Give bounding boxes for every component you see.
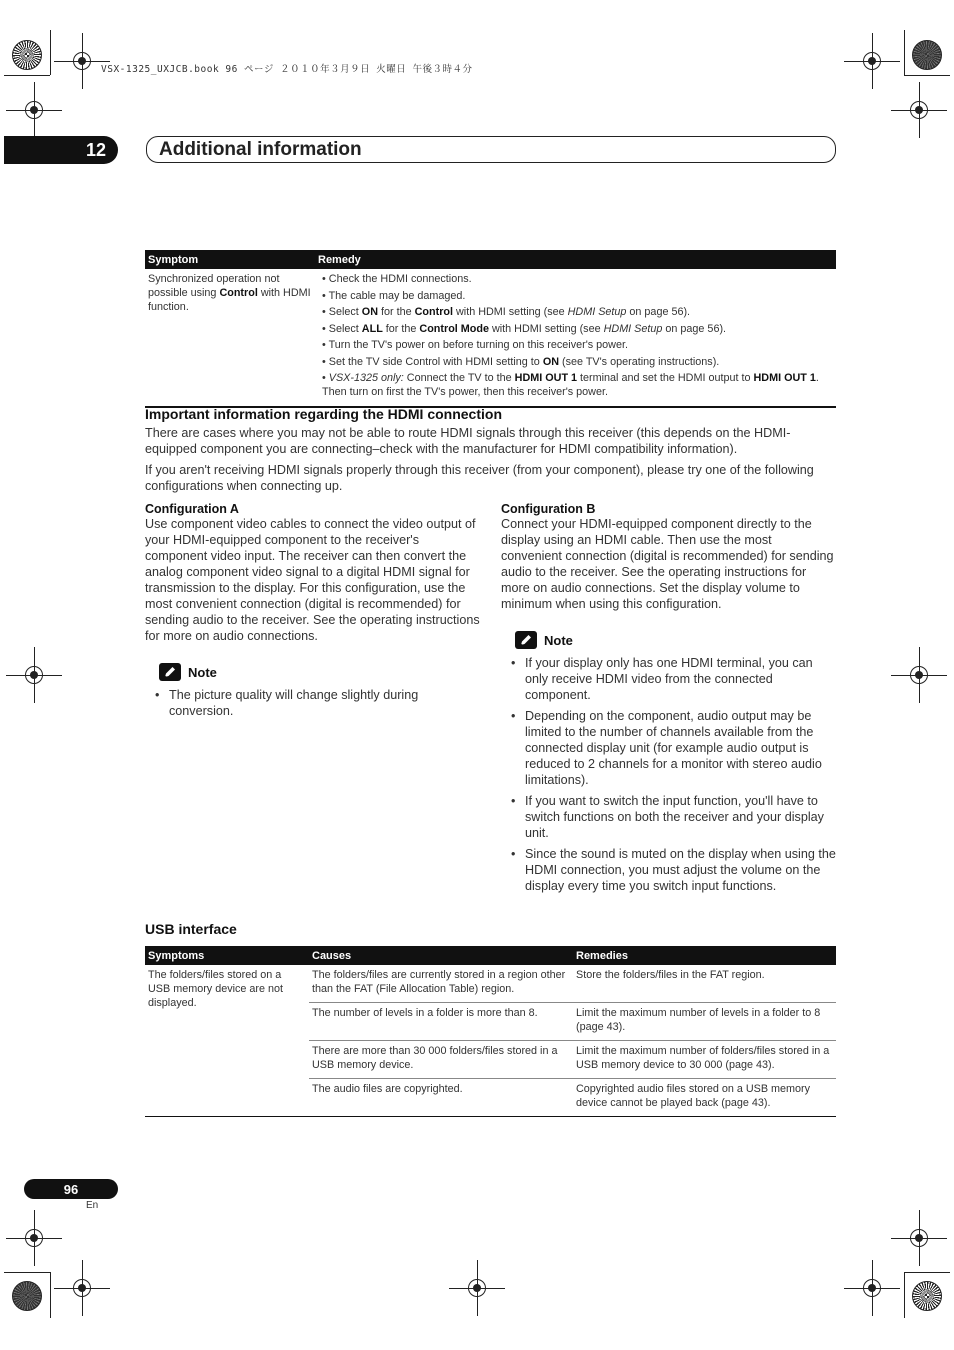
remedy-cell: Limit the maximum number of folders/files stored in a USB memory device to 30 000 (page 43). — [573, 1041, 836, 1079]
note-label: Note — [544, 632, 573, 648]
crop-mark — [904, 30, 905, 75]
configuration-a-text: Use component video cables to connect the video output of your HDMI-equipped component to the receiver's component video input. The receiver can then convert the analog component video signal to a digital HDMI signal for transmission to the display. For this configuration, use the most convenient connection (digital is recommended) for sending audio to the receiver. See the operating instructions for more on audio connections. — [145, 517, 480, 643]
chapter-title: Additional information — [146, 136, 836, 163]
remedy-item: • Select ON for the Control with HDMI setting (see HDMI Setup on page 56). — [322, 306, 691, 318]
cause-cell: The folders/files are currently stored in a region other than the FAT (File Allocation Table) region. — [309, 965, 573, 1003]
table-row — [145, 965, 836, 1003]
remedy-item: • Turn the TV's power on before turning on this receiver's power. — [322, 339, 628, 351]
list-item: • Depending on the component, audio output may be limited to the number of channels available from the connected display unit (for example audio output is reduced to 2 channels for a monitor with stereo audio limitations). — [511, 708, 836, 788]
pencil-note-icon — [159, 663, 181, 681]
important-intro — [145, 425, 836, 494]
cause-cell: The audio files are copyrighted. — [312, 1083, 463, 1095]
table-row — [145, 269, 836, 407]
registration-crosshair-icon — [910, 666, 928, 684]
crop-mark — [50, 1272, 51, 1318]
registration-crosshair-icon — [863, 1279, 881, 1297]
cause-cell: The number of levels in a folder is more than 8. — [309, 1003, 573, 1041]
registration-crosshair-icon — [25, 666, 43, 684]
remedy-cell — [315, 269, 836, 407]
registration-crosshair-icon — [73, 52, 91, 70]
note-list — [511, 655, 836, 894]
hdmi-troubleshooting-table — [145, 250, 836, 408]
remedy-item: • The cable may be damaged. — [322, 289, 466, 302]
language-code: En — [86, 1200, 99, 1211]
table-header-row — [145, 946, 836, 965]
column-header-symptoms: Symptoms — [145, 946, 309, 965]
note-box — [159, 663, 480, 719]
crop-mark — [4, 75, 50, 76]
remedy-item: • Select ALL for the Control Mode with HDMI setting (see HDMI Setup on page 56). — [322, 322, 727, 335]
configuration-b-heading: Configuration B — [501, 502, 596, 516]
column-header-remedies: Remedies — [573, 946, 836, 965]
registration-crosshair-icon — [910, 1229, 928, 1247]
remedy-cell: Limit the maximum number of levels in a folder to 8 (page 43). — [573, 1003, 836, 1041]
crop-mark — [4, 1272, 50, 1273]
list-item: • The picture quality will change slightly during conversion. — [155, 687, 480, 719]
symptom-cell: Synchronized operation not possible using Control with HDMI function. — [148, 273, 311, 313]
paragraph: If you aren't receiving HDMI signals properly through this receiver (from your component), please try one of the following configurations when connecting up. — [145, 463, 814, 493]
registration-crosshair-icon — [73, 1279, 91, 1297]
note-list — [155, 687, 480, 719]
list-item: • Since the sound is muted on the display when using the HDMI connection, you must adjust the volume on the display every time you switch input functions. — [511, 846, 836, 894]
registration-crosshair-icon — [25, 101, 43, 119]
column-header-causes: Causes — [309, 946, 573, 965]
crop-mark — [904, 75, 950, 76]
chapter-number-tab: 12 — [4, 136, 118, 164]
remedy-item: • Check the HDMI connections. — [322, 273, 472, 285]
table-header-row — [145, 250, 836, 269]
configuration-a-heading: Configuration A — [145, 502, 239, 516]
crop-mark — [904, 1272, 905, 1318]
registration-starburst-icon — [12, 1281, 42, 1311]
symptom-cell: The folders/files stored on a USB memory device are not displayed. — [148, 969, 284, 1009]
registration-crosshair-icon — [25, 1229, 43, 1247]
note-label: Note — [188, 664, 217, 680]
note-box — [515, 631, 836, 894]
cause-cell: There are more than 30 000 folders/files stored in a USB memory device. — [309, 1041, 573, 1079]
configuration-b-section — [501, 502, 836, 899]
usb-troubleshooting-table — [145, 946, 836, 1117]
configuration-a-section — [145, 502, 480, 724]
registration-starburst-icon — [912, 40, 942, 70]
remedy-item: • Set the TV side Control with HDMI setting to ON (see TV's operating instructions). — [322, 355, 720, 368]
column-header-symptom: Symptom — [145, 250, 315, 269]
remedy-item: • VSX-1325 only: Connect the TV to the HDMI OUT 1 terminal and set the HDMI output to HDMI OUT 1. Then turn on first the TV's power, then this receiver's power. — [322, 372, 819, 398]
configuration-b-text: Connect your HDMI-equipped component directly to the display using an HDMI cable. Then use the most convenient connection (digital is recommended) for sending audio to the receiver. See the operating instructions for more on audio connections. Set the display volume to minimum when using this configuration. — [501, 517, 834, 611]
section-heading-usb-interface: USB interface — [145, 921, 237, 937]
remedy-cell: Copyrighted audio files stored on a USB memory device cannot be played back (page 43). — [576, 1083, 811, 1109]
remedy-cell: Store the folders/files in the FAT region. — [573, 965, 836, 1003]
registration-crosshair-icon — [468, 1279, 486, 1297]
pencil-note-icon — [515, 631, 537, 649]
list-item: • If you want to switch the input function, you'll have to switch functions on both the receiver and your display unit. — [511, 793, 836, 841]
list-item: • If your display only has one HDMI terminal, you can only receive HDMI video from the connected component. — [511, 655, 836, 703]
crop-mark — [50, 30, 51, 75]
registration-starburst-icon — [12, 40, 42, 70]
column-header-remedy: Remedy — [315, 250, 836, 269]
page-number: 96 — [24, 1179, 118, 1199]
registration-crosshair-icon — [910, 101, 928, 119]
registration-starburst-icon — [912, 1281, 942, 1311]
print-header: VSX-1325_UXJCB.book 96 ページ ２０１０年３月９日 火曜日 午後３時４分 — [101, 64, 473, 75]
paragraph: There are cases where you may not be able to route HDMI signals through this receiver (this depends on the HDMI-equipped component you are connecting–check with the manufacturer for HDMI compatibility information). — [145, 426, 791, 456]
crop-mark — [904, 1272, 950, 1273]
registration-crosshair-icon — [863, 52, 881, 70]
section-heading-important-hdmi: Important information regarding the HDMI connection — [145, 406, 502, 422]
